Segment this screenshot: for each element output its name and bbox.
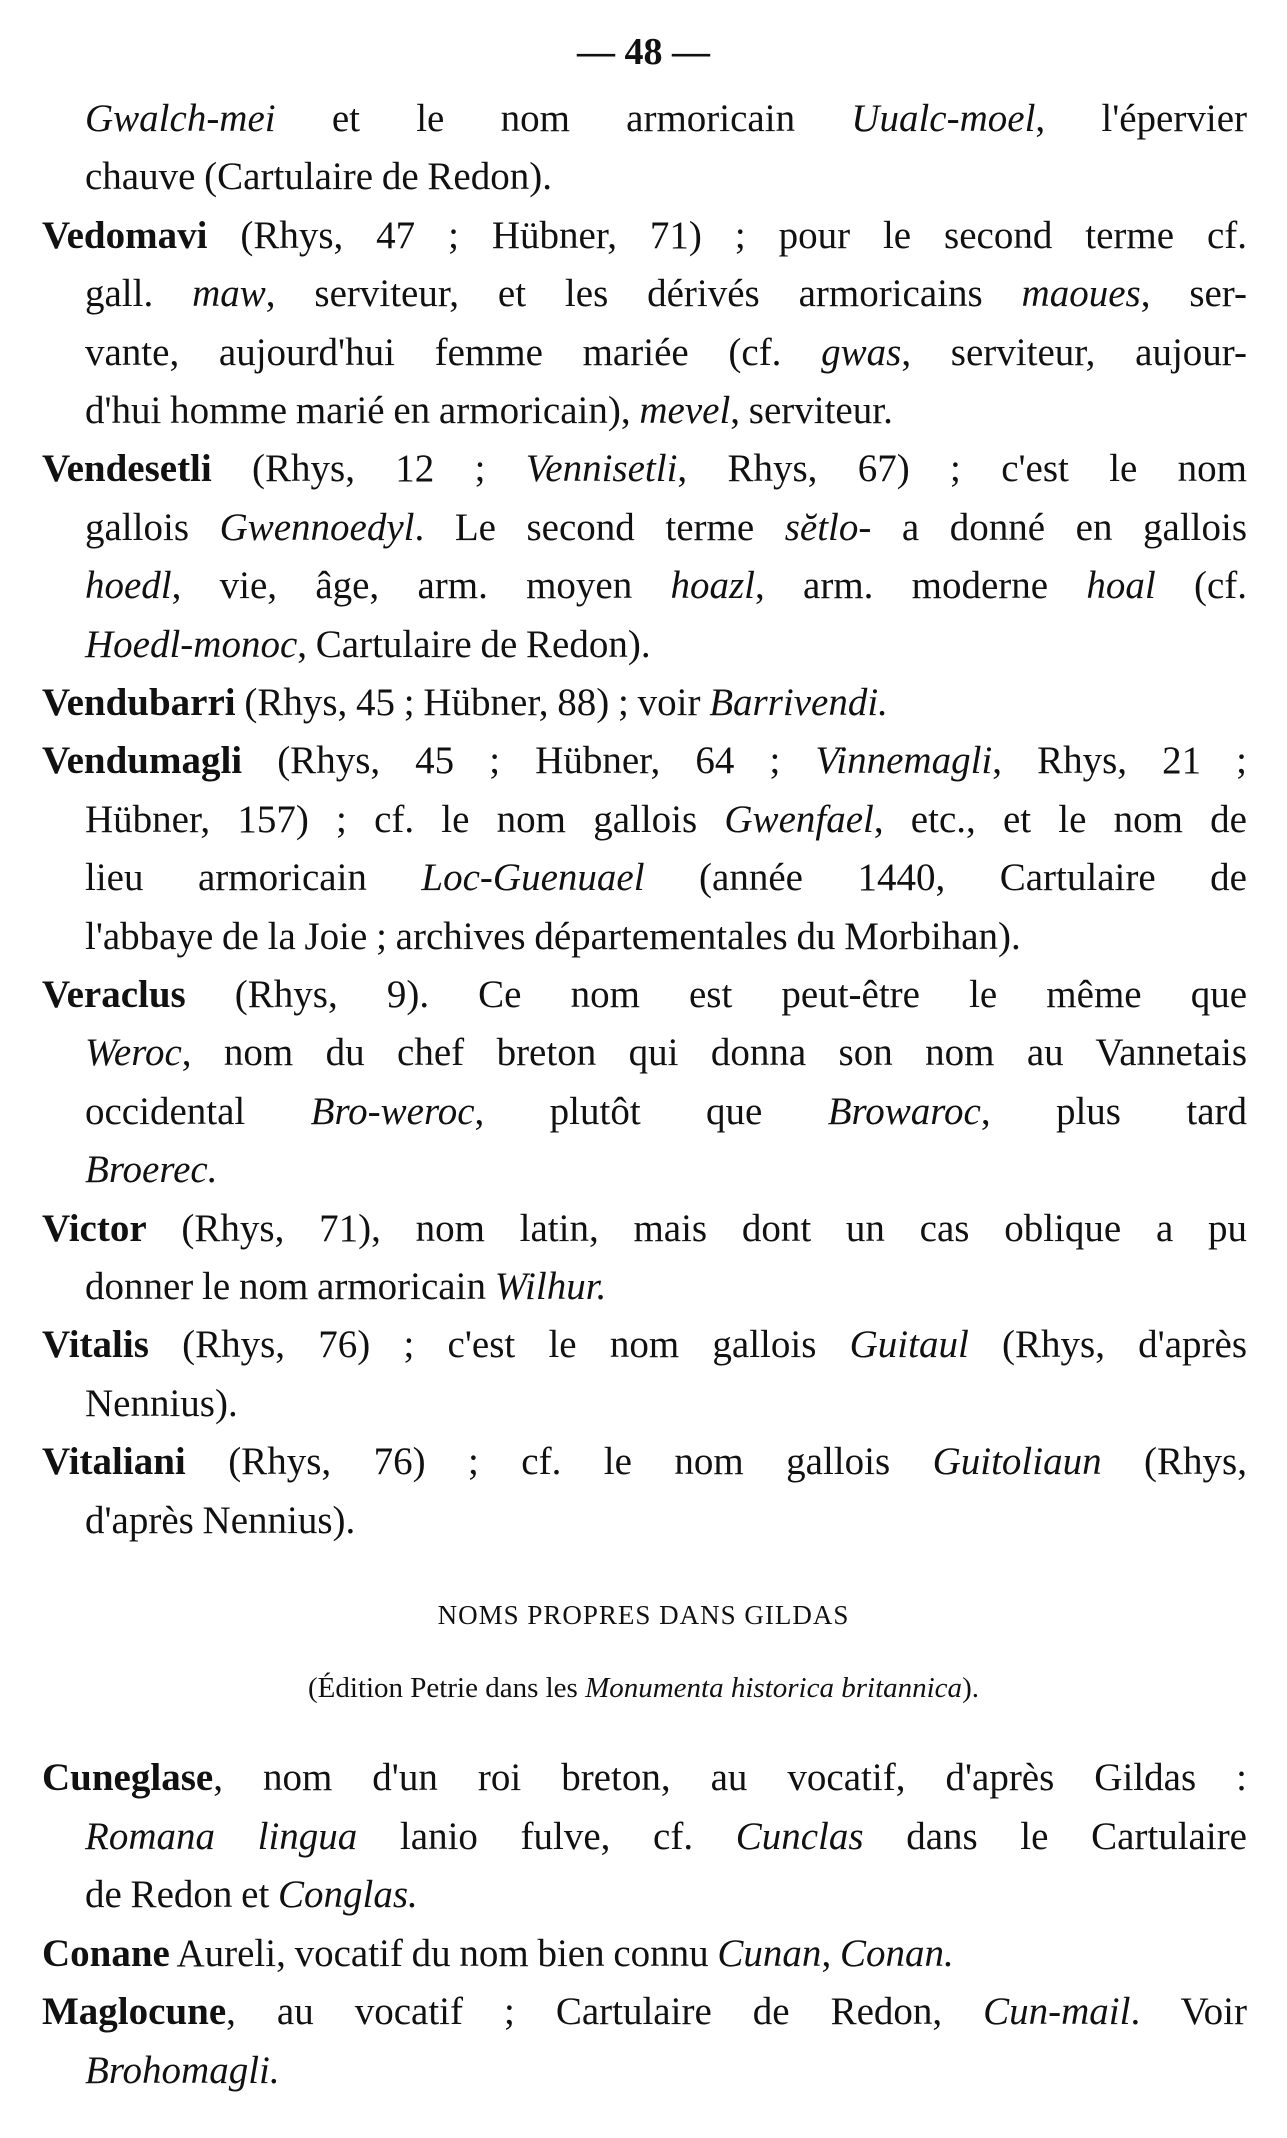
italic-term: hoedl <box>85 564 172 608</box>
entry-line-first <box>42 211 1247 261</box>
text-run: occidental <box>85 1089 311 1133</box>
italic-term: sĕtlo- <box>784 505 872 549</box>
italic-term: Hoedl-monoc <box>85 622 298 666</box>
section-heading: NOMS PROPRES DANS GILDAS <box>437 1600 850 1630</box>
text-run: , plutôt que <box>474 1089 828 1133</box>
text-run: (Rhys, <box>1101 1440 1247 1484</box>
italic-term: maw <box>192 272 266 316</box>
text-run: l'abbaye de la Joie ; archives départementales du Morbihan). <box>85 914 1021 958</box>
text-run: , l'épervier <box>1035 97 1247 140</box>
italic-term: Vennisetli <box>525 447 678 491</box>
text-run: ). <box>962 1672 979 1704</box>
text-run: (Rhys, 9). Ce nom est peut-être le même que <box>185 973 1247 1016</box>
entry-line <box>85 386 1247 436</box>
entry-line-first <box>42 736 1247 786</box>
italic-term: Gwalch-mei <box>85 97 276 140</box>
text-run: , etc., et le nom de <box>873 797 1247 841</box>
text-run: (Rhys, 76) ; c'est le nom gallois <box>148 1323 850 1367</box>
text-run: , arm. moderne <box>755 564 1087 608</box>
text-run: , Rhys, 67) ; c'est le nom <box>677 447 1247 491</box>
entry-line <box>85 328 1247 378</box>
italic-term: Vinnemagli <box>815 739 993 783</box>
italic-term: Cunan <box>717 1931 822 1975</box>
italic-term: Broerec. <box>85 1148 218 1192</box>
headword: Victor <box>42 1206 147 1250</box>
text-run: lieu armoricain <box>85 856 422 900</box>
entry-line-first <box>42 1929 1247 1979</box>
text-run: vante, aujourd'hui femme mariée (cf. <box>85 330 822 374</box>
italic-term: Guitaul <box>849 1323 969 1367</box>
italic-term: maoues <box>1021 272 1141 316</box>
entry-line-first <box>42 1320 1247 1370</box>
headword: Maglocune <box>42 1990 227 2033</box>
entry-line-first <box>42 678 1247 728</box>
text-run: lanio fulve, cf. <box>357 1814 736 1858</box>
italic-term: Conan. <box>839 1931 954 1975</box>
italic-term: hoazl <box>670 564 756 608</box>
entry-line-first <box>42 1753 1247 1803</box>
headword: Vendesetli <box>42 447 212 491</box>
entry-line <box>85 620 1247 670</box>
entry-line-first <box>42 1204 1247 1254</box>
text-run: , ser- <box>1140 272 1247 316</box>
entry-line <box>85 1379 1247 1429</box>
italic-term: Cun-mail <box>983 1990 1131 2033</box>
entry-line <box>85 1870 1247 1920</box>
entry-line <box>85 1028 1247 1078</box>
italic-term: Wilhur. <box>494 1265 607 1308</box>
text-run: a donné en gallois <box>871 505 1247 549</box>
italic-term: hoal <box>1086 564 1156 608</box>
text-run: Aureli, vocatif du nom bien connu <box>169 1931 718 1975</box>
text-run: de Redon et <box>85 1873 279 1916</box>
entry-line <box>85 1145 1247 1195</box>
headword: Vendumagli <box>42 739 243 783</box>
italic-term: Browaroc <box>827 1089 981 1133</box>
text-run: Hübner, 157) ; cf. le nom gallois <box>85 797 725 841</box>
entry-line <box>85 795 1247 845</box>
text-run: (Rhys, 45 ; Hübner, 64 ; <box>242 739 816 783</box>
entry-line-first <box>42 1437 1247 1487</box>
text-run: , Rhys, 21 ; <box>992 739 1248 783</box>
headword: Veraclus <box>42 973 186 1016</box>
entry-line <box>85 1087 1247 1137</box>
text-run: . Le second terme <box>414 505 785 549</box>
text-run: , serviteur. <box>730 389 893 432</box>
entry-line <box>85 1496 1247 1546</box>
italic-term: Romana lingua <box>85 1814 358 1858</box>
italic-term: mevel <box>639 389 731 432</box>
text-run: et le nom armoricain <box>275 97 852 140</box>
headword: Vitaliani <box>42 1440 186 1484</box>
text-run: (Rhys, 45 ; Hübner, 88) ; voir <box>235 681 710 724</box>
text-run: , nom du chef breton qui donna son nom au Vannetais <box>181 1031 1247 1075</box>
entry-line <box>85 912 1247 962</box>
entry-line <box>85 152 1247 202</box>
italic-term: Uualc-moel <box>851 97 1036 140</box>
section-subtitle <box>0 1672 1287 1705</box>
text-run: donner le nom armoricain <box>85 1265 495 1308</box>
text-run: , au vocatif ; Cartulaire de Redon, <box>226 1990 984 2033</box>
text-run: d'hui homme marié en armoricain), <box>85 389 640 432</box>
text-run: (Rhys, 71), nom latin, mais dont un cas oblique a pu <box>146 1206 1247 1250</box>
text-run: , <box>821 1931 840 1975</box>
text-run: (Rhys, 47 ; Hübner, 71) ; pour le second terme cf. <box>207 213 1247 257</box>
text-run: (Rhys, 12 ; <box>211 447 526 491</box>
text-run: dans le Cartulaire <box>863 1814 1247 1858</box>
entry-line-first <box>85 94 1247 144</box>
italic-term: Weroc <box>85 1031 182 1075</box>
text-run: (année 1440, Cartulaire de <box>644 856 1247 900</box>
text-run: (Rhys, d'après <box>968 1323 1247 1367</box>
text-run: . Voir <box>1130 1990 1247 2033</box>
italic-term: Guitoliaun <box>932 1440 1102 1484</box>
italic-term: Cunclas <box>735 1814 864 1858</box>
headword: Conane <box>42 1931 170 1975</box>
italic-term: gwas <box>821 330 902 374</box>
text-run: (Rhys, 76) ; cf. le nom gallois <box>185 1440 933 1484</box>
text-run: chauve (Cartulaire de Redon). <box>85 155 552 199</box>
entry-line <box>85 2046 1247 2096</box>
italic-term: Loc-Guenuael <box>421 856 645 900</box>
headword: Cuneglase <box>42 1756 214 1799</box>
text-run: , nom d'un roi breton, au vocatif, d'après Gildas : <box>213 1756 1247 1799</box>
italic-term: Bro-weroc <box>310 1089 475 1133</box>
headword: Vendubarri <box>42 681 236 724</box>
text-run: d'après Nennius). <box>85 1498 356 1542</box>
headword: Vitalis <box>42 1323 149 1367</box>
entry-line <box>85 503 1247 553</box>
text-run: gallois <box>85 505 220 549</box>
text-run: , plus tard <box>980 1089 1247 1133</box>
page-number: — 48 — <box>577 31 710 73</box>
entry-line-first <box>42 1987 1247 2037</box>
entry-line <box>85 269 1247 319</box>
text-run: , Cartulaire de Redon). <box>297 622 651 666</box>
entry-line <box>85 853 1247 903</box>
text-run: , vie, âge, arm. moyen <box>171 564 671 608</box>
entry-line <box>85 561 1247 611</box>
italic-term: Conglas. <box>278 1873 418 1916</box>
entry-line-first <box>42 444 1247 494</box>
text-run: Nennius). <box>85 1381 238 1425</box>
entry-line <box>85 1262 1247 1312</box>
entry-line-first <box>42 970 1247 1020</box>
italic-term: Monumenta historica britannica <box>585 1672 963 1704</box>
italic-term: Gwenfael <box>724 797 874 841</box>
text-run: (cf. <box>1155 564 1248 608</box>
headword: Vedomavi <box>42 213 208 257</box>
italic-term: Brohomagli. <box>85 2048 280 2092</box>
italic-term: Barrivendi. <box>709 681 888 724</box>
text-run: (Édition Petrie dans les <box>308 1672 586 1704</box>
text-run: gall. <box>85 272 193 316</box>
text-run: , serviteur, et les dérivés armoricains <box>265 272 1022 316</box>
entry-line <box>85 1812 1247 1862</box>
italic-term: Gwennoedyl <box>219 505 415 549</box>
text-run: , serviteur, aujour- <box>901 330 1247 374</box>
